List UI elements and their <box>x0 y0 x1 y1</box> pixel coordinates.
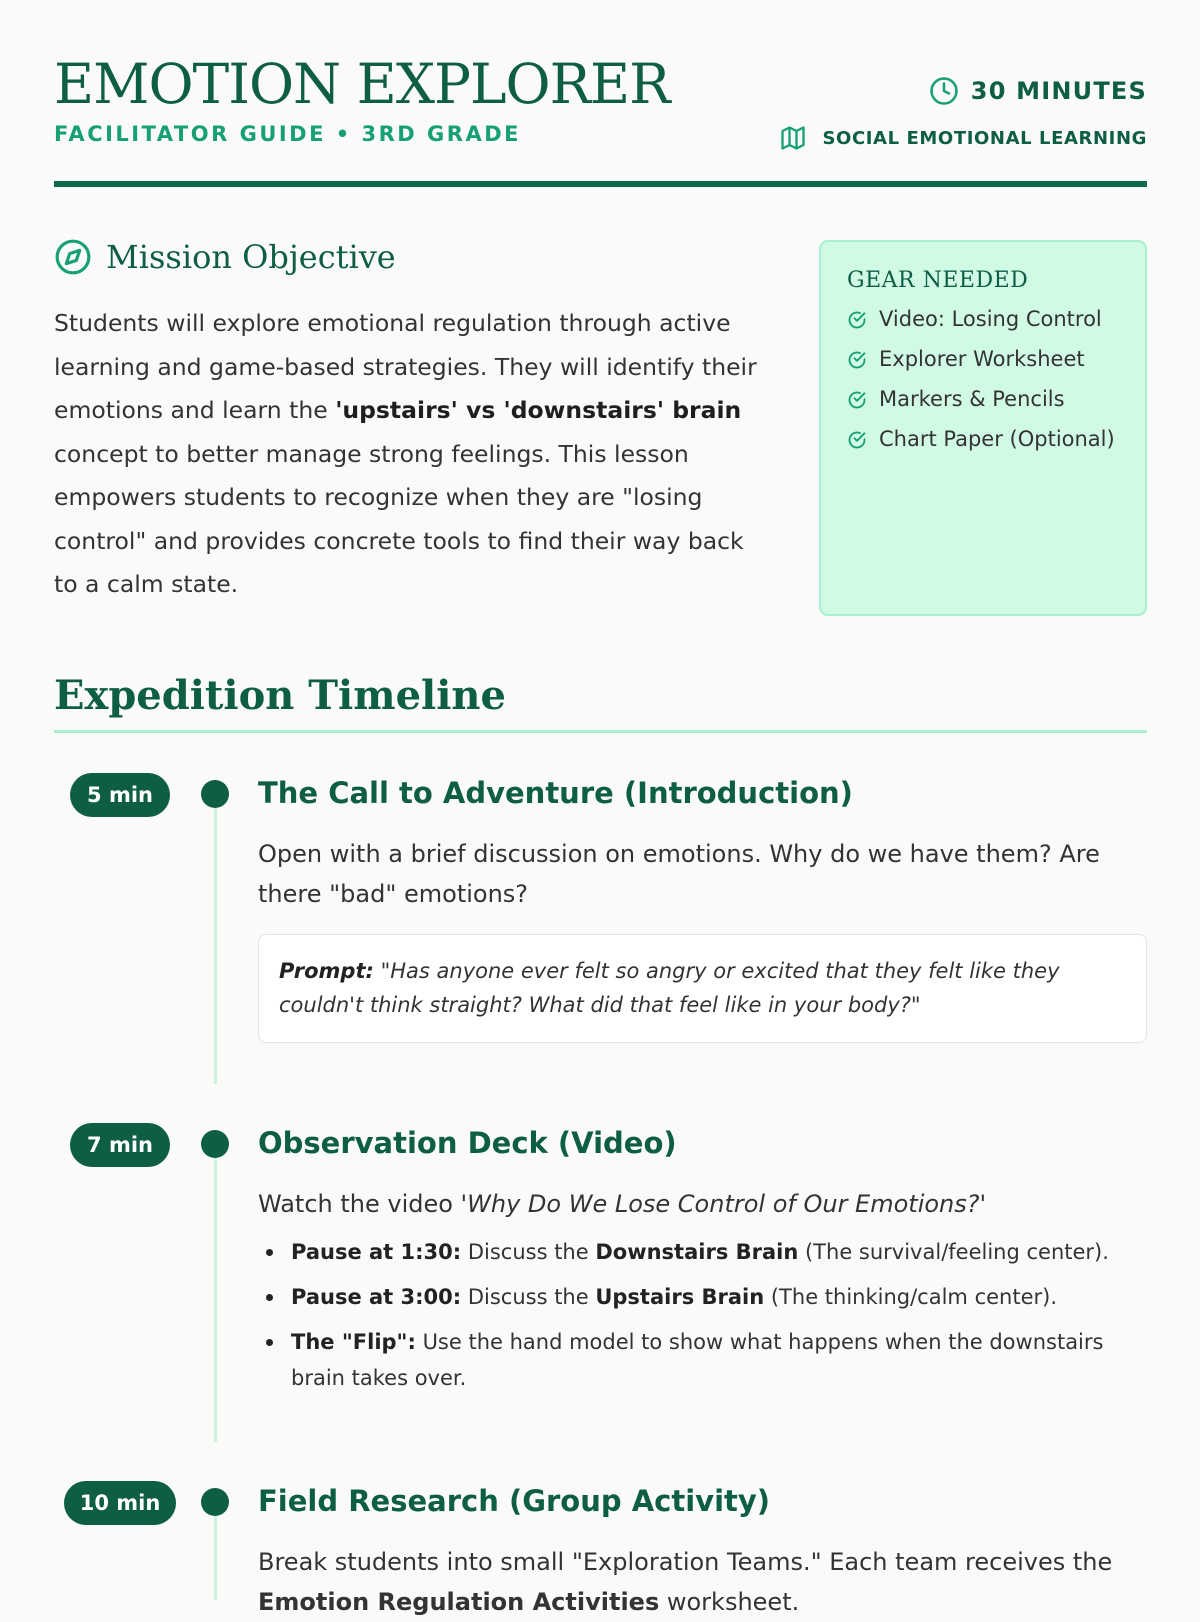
list-item: The "Flip": Use the hand model to show what happens when the downstairs brain takes over. <box>258 1324 1138 1396</box>
prompt-box: Prompt: "Has anyone ever felt so angry or excited that they felt like they couldn't think straight? What did that feel like in your body?" <box>258 934 1147 1043</box>
step-description: Watch the video 'Why Do We Lose Control of Our Emotions?' <box>258 1190 987 1218</box>
page-subtitle: FACILITATOR GUIDE • 3RD GRADE <box>54 122 521 146</box>
timeline-dot <box>201 1130 229 1158</box>
list-item: Pause at 1:30: Discuss the Downstairs Brain (The survival/feeling center). <box>258 1234 1138 1270</box>
timeline-divider <box>54 730 1147 733</box>
subject-text: SOCIAL EMOTIONAL LEARNING <box>822 127 1147 149</box>
compass-icon <box>54 238 92 276</box>
objective-title: Mission Objective <box>106 238 396 276</box>
duration-meta <box>929 76 1147 106</box>
duration-badge: 7 min <box>70 1123 170 1167</box>
timeline-line <box>214 1504 217 1600</box>
timeline-dot <box>201 780 229 808</box>
objective-heading <box>54 238 764 276</box>
timeline-dot <box>201 1488 229 1516</box>
timeline-line <box>214 1146 217 1442</box>
step-description: Break students into small "Exploration Teams." Each team receives the Emotion Regulation Activities worksheet. <box>258 1548 1113 1616</box>
gear-item: Markers & Pencils <box>847 383 1119 416</box>
list-item: Pause at 3:00: Discuss the Upstairs Brain (The thinking/calm center). <box>258 1279 1138 1315</box>
timeline-line <box>214 796 217 1084</box>
header-divider <box>54 181 1147 187</box>
timeline-title: Expedition Timeline <box>54 672 506 719</box>
duration-text: 30 MINUTES <box>970 77 1147 105</box>
clock-icon <box>929 76 959 106</box>
gear-list <box>847 303 1119 456</box>
gear-item: Explorer Worksheet <box>847 343 1119 376</box>
gear-item: Video: Losing Control <box>847 303 1119 336</box>
map-icon <box>778 124 808 152</box>
check-circle-icon <box>847 310 867 330</box>
bullet-list <box>258 1234 1138 1405</box>
duration-badge: 10 min <box>64 1481 176 1525</box>
header <box>54 0 1147 188</box>
check-circle-icon <box>847 430 867 450</box>
subject-meta <box>778 124 1147 152</box>
gear-title: GEAR NEEDED <box>847 268 1029 293</box>
gear-needed-panel <box>819 240 1147 616</box>
gear-item: Chart Paper (Optional) <box>847 423 1119 456</box>
step-title: Field Research (Group Activity) <box>258 1484 771 1518</box>
mission-objective <box>54 238 764 607</box>
page-title: EMOTION EXPLORER <box>54 52 670 116</box>
check-circle-icon <box>847 390 867 410</box>
step-title: Observation Deck (Video) <box>258 1126 677 1160</box>
step-title: The Call to Adventure (Introduction) <box>258 776 853 810</box>
check-circle-icon <box>847 350 867 370</box>
duration-badge: 5 min <box>70 773 170 817</box>
objective-text: Students will explore emotional regulation through active learning and game-based strategies. They will identify their emotions and learn the 'upstairs' vs 'downstairs' brain concept to better manage strong feelings. This lesson empowers students to recognize when they are "losing control" and provides concrete tools to find their way back to a calm state. <box>54 309 757 598</box>
step-description: Open with a brief discussion on emotions. Why do we have them? Are there "bad" emotions? <box>258 840 1100 908</box>
